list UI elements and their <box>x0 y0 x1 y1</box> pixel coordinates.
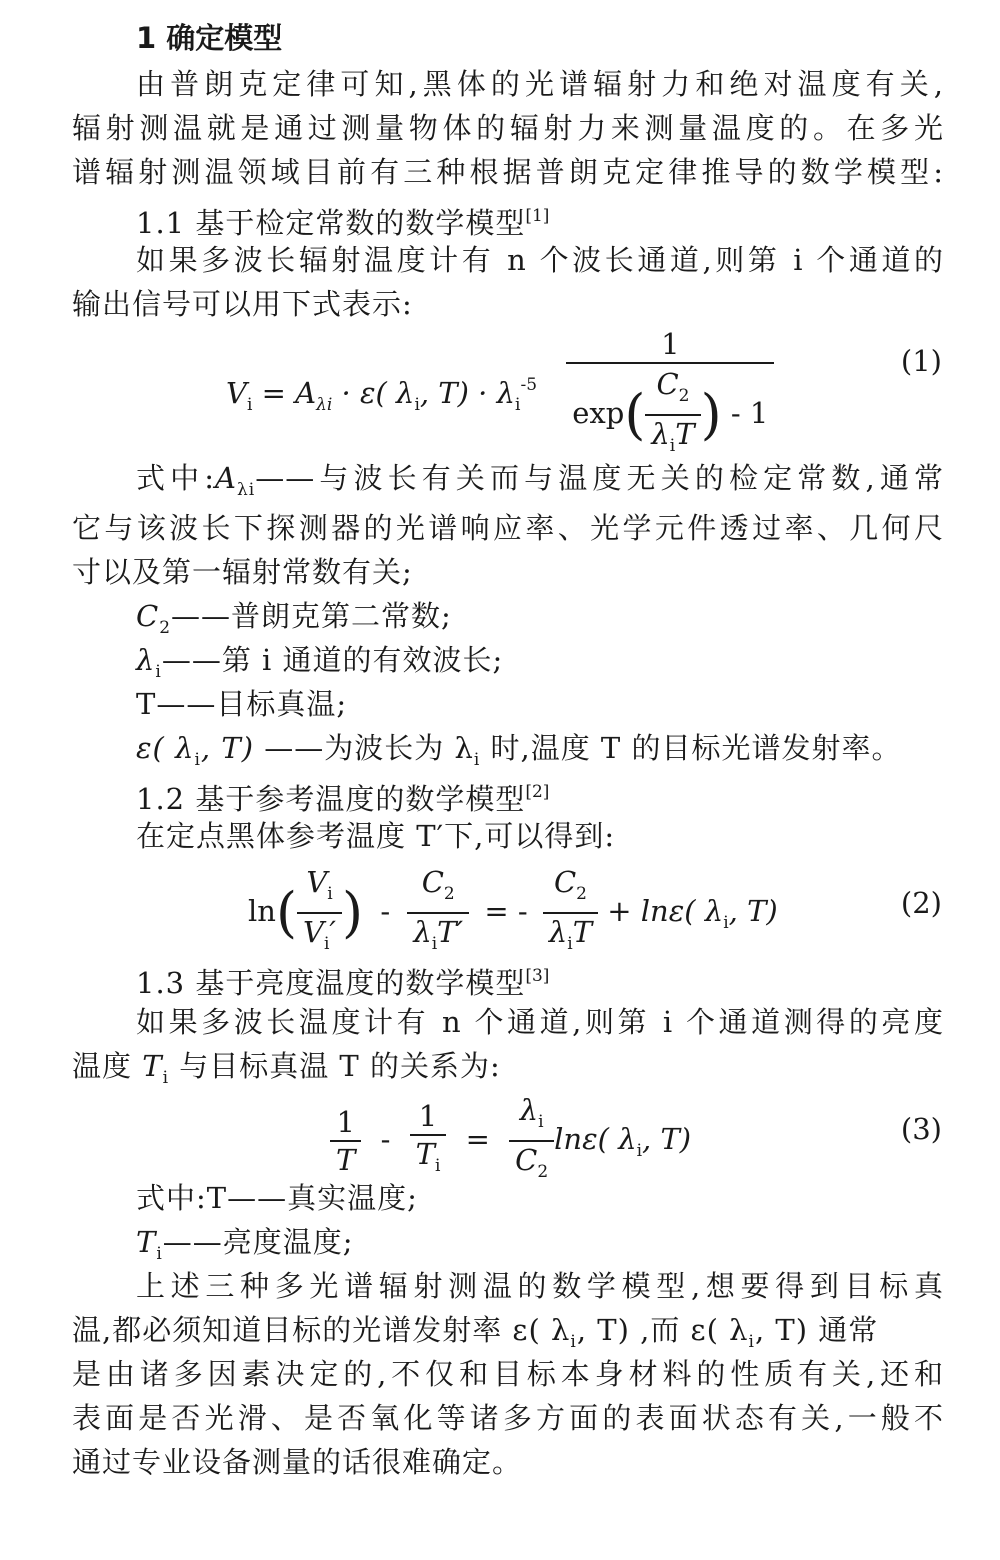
para4-line2-head: 温度 <box>72 1049 143 1083</box>
def-eps-text-sub: i <box>473 750 481 770</box>
def-t-sym: T <box>136 687 157 721</box>
eq2-frac3-num <box>543 864 598 912</box>
eq2-f3-den-sub: i <box>567 934 573 954</box>
def-a-cont1: 它与该波长下探测器的光谱响应率、光学元件透过率、几何尺 <box>72 511 944 545</box>
eq1-inner-num-c: C <box>656 367 679 401</box>
eq3-f1-num: 1 <box>336 1105 355 1139</box>
para4-ti-sym: T <box>142 1049 163 1083</box>
def-t-text: ——目标真温; <box>156 687 348 721</box>
eq3-f3-num-sub: i <box>538 1112 544 1132</box>
eq1-frac-num: 1 <box>661 327 680 361</box>
eq1-lhs: V <box>226 376 247 410</box>
para5-line1: 上述三种多光谱辐射测温的数学模型,想要得到目标真 <box>136 1269 944 1303</box>
eq3-f2-num: 1 <box>418 1099 438 1133</box>
def-ti-sym: T <box>136 1225 157 1259</box>
eq2-f3-num-sub: 2 <box>576 884 587 904</box>
citation-ref: [3] <box>525 966 550 986</box>
eq3-f3-den-sub: 2 <box>537 1162 549 1182</box>
para5-line2-c: , T) 通常 <box>754 1313 879 1347</box>
eq2-f1-den-sub: i <box>323 934 330 954</box>
eq2-f3-den-t: T <box>572 915 593 949</box>
def-c2-text: ——普朗克第二常数; <box>171 599 452 633</box>
equation-number-2: (2) <box>900 886 942 920</box>
def-t-line <box>136 684 944 724</box>
para5-line5: 通过专业设备测量的话很难确定。 <box>72 1445 523 1479</box>
def-a-cont2: 寸以及第一辐射常数有关; <box>72 555 413 589</box>
def-ti-sub: i <box>156 1244 163 1264</box>
para4-line2 <box>72 1046 944 1098</box>
eq2-f2-den-t: T′ <box>437 915 464 949</box>
eq3-minus: - <box>380 1122 391 1156</box>
para5-line2-sub1: i <box>570 1332 577 1352</box>
subsection-heading-1-1 <box>136 196 944 243</box>
eq3-f1-den: T <box>330 1140 361 1178</box>
para5-line2-a: 温,都必须知道目标的光谱发射率 ε( λ <box>72 1313 571 1347</box>
eq1-exp: exp <box>572 396 625 430</box>
eq3-tail-sub: i <box>636 1141 643 1161</box>
eq3-frac3 <box>509 1092 554 1190</box>
eq1-inner-den-l: λ <box>651 417 670 451</box>
eq2-frac2 <box>407 864 469 962</box>
def-eps-text: ——为波长为 λ <box>264 731 474 765</box>
eq2-f2-den-sub: i <box>431 934 438 954</box>
eq2-frac1-den <box>297 912 342 962</box>
eq2-minus: - <box>380 894 391 928</box>
equation-number-3: (3) <box>900 1112 942 1146</box>
eq3-f3-num-l: λ <box>519 1093 539 1127</box>
eq3-equals: = <box>465 1122 490 1156</box>
eq1-inner-num-sub: 2 <box>678 386 690 406</box>
eq2-f3-num-c: C <box>553 865 577 899</box>
def-lambda-sub: i <box>155 662 162 682</box>
eq1-a-sub: λi <box>316 395 333 415</box>
eq1-lhs-sub: i <box>246 395 253 415</box>
eq2-ln: ln <box>248 894 276 928</box>
subsection-heading-1-2 <box>136 772 944 819</box>
eq2-f2-num-c: C <box>421 865 444 899</box>
eq1-eps-sub: i <box>414 395 420 415</box>
eq2-f1-den-v: V <box>303 915 324 949</box>
eq2-f2-den-l: λ <box>413 915 432 949</box>
eq2-frac1 <box>297 864 342 962</box>
def-ti-text: ——亮度温度; <box>162 1225 354 1259</box>
subsection-title: 1.2 基于参考温度的数学模型 <box>136 782 526 816</box>
para1-line1: 由普朗克定律可知,黑体的光谱辐射力和绝对温度有关, <box>136 67 944 101</box>
citation-ref: [1] <box>525 206 550 226</box>
subsection-title: 1.3 基于亮度温度的数学模型 <box>136 966 526 1000</box>
eq3-tail: lnε( λ <box>554 1122 637 1156</box>
equation-1 <box>226 326 774 464</box>
para5-line4: 表面是否光滑、是否氧化等诸多方面的表面状态有关,一般不 <box>72 1401 944 1435</box>
def-c2-sym: C <box>136 599 160 633</box>
subsection-heading-1-3 <box>136 956 944 1003</box>
def-a-text: ——与波长有关而与温度无关的检定常数,通常 <box>255 461 944 495</box>
eq1-eps: · ε( λ <box>341 376 415 410</box>
eq2-frac2-num <box>407 864 469 912</box>
eq2-frac3-den <box>543 912 598 962</box>
def-t-true-line: 式中:T——真实温度; <box>136 1181 418 1215</box>
eq1-inner-num <box>645 366 700 414</box>
eq3-frac1 <box>330 1104 361 1178</box>
def-c2-sub: 2 <box>159 618 172 638</box>
eq1-inner-den <box>645 414 700 464</box>
def-lambda-sym: λ <box>136 643 156 677</box>
eq1-inner-den-sub: i <box>669 436 676 456</box>
eq3-f2-den-t: T <box>415 1137 435 1171</box>
eq2-f1-den-prime: ′ <box>329 915 337 949</box>
para5-line3: 是由诸多因素决定的,不仅和目标本身材料的性质有关,还和 <box>72 1357 944 1391</box>
eq2-f3-den-l: λ <box>548 915 568 949</box>
eq1-paren-right: ) <box>700 383 722 446</box>
def-intro: 式中: <box>136 461 216 495</box>
subsection-title: 1.1 基于检定常数的数学模型 <box>136 206 526 240</box>
para1-line2: 辐射测温就是通过测量物体的辐射力来测量温度的。在多光 <box>72 111 944 145</box>
eq3-f2-den <box>410 1134 447 1184</box>
eq2-frac1-num <box>297 864 342 912</box>
eq2-tail: + lnε( λ <box>607 894 724 928</box>
equation-3 <box>330 1092 691 1190</box>
eq1-lambda-sub: i <box>515 395 521 415</box>
section-heading: 1 确定模型 <box>136 21 283 55</box>
para2-line2: 输出信号可以用下式表示: <box>72 287 413 321</box>
eq3-f2-den-sub: i <box>434 1156 441 1176</box>
def-a-sym: A <box>215 461 237 495</box>
eq2-f1-num-sub: i <box>327 884 333 904</box>
eq1-lambda: , T) · λ <box>419 376 516 410</box>
eq2-paren-right: ) <box>342 881 364 944</box>
def-eps-tail: , T) <box>200 731 255 765</box>
eq1-a: = A <box>261 376 317 410</box>
eq3-f3-num <box>509 1092 554 1140</box>
para3-line: 在定点黑体参考温度 T′下,可以得到: <box>136 819 616 853</box>
eq2-paren-left: ( <box>275 881 298 944</box>
para2-line1: 如果多波长辐射温度计有 n 个波长通道,则第 i 个通道的 <box>136 243 944 277</box>
para4-ti-sub: i <box>162 1068 169 1088</box>
para4-line1: 如果多波长温度计有 n 个通道,则第 i 个通道测得的亮度 <box>136 1005 944 1039</box>
eq1-inner-den-t: T <box>675 417 695 451</box>
equation-2 <box>248 864 778 962</box>
para5-line2-b: , T) ,而 ε( λ <box>576 1313 749 1347</box>
para4-line2-tail: 与目标真温 T 的关系为: <box>169 1049 501 1083</box>
def-eps-sub: i <box>194 750 201 770</box>
eq1-fraction <box>566 326 774 464</box>
eq1-frac-den <box>566 362 774 464</box>
def-a-sub: λi <box>237 480 256 500</box>
def-eps-text-tail: 时,温度 T 的目标光谱发射率。 <box>480 731 902 765</box>
def-lambda-text: ——第 i 通道的有效波长; <box>161 643 504 677</box>
eq1-minus-one: - 1 <box>730 396 769 430</box>
eq1-inner-fraction <box>645 366 700 464</box>
equation-number-1: (1) <box>900 344 942 378</box>
eq1-lambda-sup: -5 <box>520 375 538 395</box>
eq2-equals: = - <box>484 894 528 928</box>
eq2-tail-sub: i <box>723 913 729 933</box>
def-eps-sym: ε( λ <box>136 731 195 765</box>
eq3-tail-end: , T) <box>642 1122 692 1156</box>
eq2-f2-num-sub: 2 <box>443 884 455 904</box>
eq2-frac3 <box>543 864 598 962</box>
eq2-frac2-den <box>407 912 469 962</box>
citation-ref: [2] <box>525 782 550 802</box>
para5-line2-sub2: i <box>748 1332 755 1352</box>
para1-line3: 谱辐射测温领域目前有三种根据普朗克定律推导的数学模型: <box>72 155 944 189</box>
eq2-tail-end: , T) <box>728 894 778 928</box>
def-a-line <box>136 458 944 510</box>
eq2-f1-num-v: V <box>306 865 328 899</box>
eq3-f3-den-c: C <box>515 1143 538 1177</box>
eq1-paren-left: ( <box>624 383 646 446</box>
eq3-frac2 <box>410 1098 447 1184</box>
